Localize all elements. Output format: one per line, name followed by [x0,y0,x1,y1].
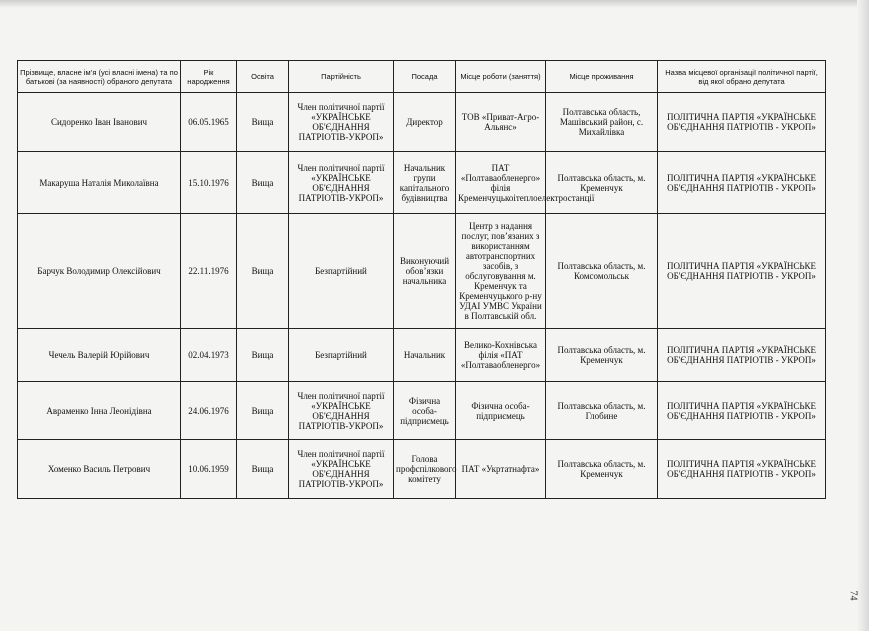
cell-work: Центр з надання послуг, пов’язаних з використанням автотранспортних засобів, з обслуговування м. Кременчук та Кременчуцького р-ну УДАІ УМВС України в Полтавській обл. [456,214,546,329]
cell-birth: 22.11.1976 [181,214,237,329]
cell-name: Барчук Володимир Олексійович [18,214,181,329]
cell-party-org: ПОЛІТИЧНА ПАРТІЯ «УКРАЇНСЬКЕ ОБ'ЄДНАННЯ ПАТРІОТІВ - УКРОП» [658,329,826,382]
deputies-table [17,60,826,499]
cell-position: Виконуючий обов’язки начальника [394,214,456,329]
header-work: Місце роботи (заняття) [456,61,546,93]
header-education: Освіта [237,61,289,93]
cell-party: Член політичної партії «УКРАЇНСЬКЕ ОБ'ЄДНАННЯ ПАТРІОТІВ-УКРОП» [289,382,394,440]
cell-name: Сидоренко Іван Іванович [18,93,181,152]
cell-work: Велико-Кохнівська філія «ПАТ «Полтаваобленерго» [456,329,546,382]
header-residence: Місце проживання [546,61,658,93]
cell-position: Начальник [394,329,456,382]
table-row [18,152,826,214]
header-party: Партійність [289,61,394,93]
cell-party-org: ПОЛІТИЧНА ПАРТІЯ «УКРАЇНСЬКЕ ОБ'ЄДНАННЯ ПАТРІОТІВ - УКРОП» [658,93,826,152]
table-row [18,93,826,152]
cell-party: Член політичної партії «УКРАЇНСЬКЕ ОБ'ЄДНАННЯ ПАТРІОТІВ-УКРОП» [289,152,394,214]
cell-birth: 02.04.1973 [181,329,237,382]
scan-top-shadow [0,0,869,8]
cell-birth: 10.06.1959 [181,440,237,499]
cell-education: Вища [237,440,289,499]
cell-education: Вища [237,214,289,329]
cell-party-org: ПОЛІТИЧНА ПАРТІЯ «УКРАЇНСЬКЕ ОБ'ЄДНАННЯ ПАТРІОТІВ - УКРОП» [658,152,826,214]
cell-position: Директор [394,93,456,152]
header-row [18,61,826,93]
cell-education: Вища [237,382,289,440]
cell-name: Авраменко Інна Леонідівна [18,382,181,440]
table-row [18,440,826,499]
cell-party: Член політичної партії «УКРАЇНСЬКЕ ОБ'ЄДНАННЯ ПАТРІОТІВ-УКРОП» [289,440,394,499]
cell-party: Безпартійний [289,329,394,382]
header-name: Прізвище, власне ім’я (усі власні імена) та по батькові (за наявності) обраного депутата [18,61,181,93]
table-row [18,214,826,329]
cell-residence: Полтавська область, Машівський район, с. Михайлівка [546,93,658,152]
header-position: Посада [394,61,456,93]
cell-name: Хоменко Василь Петрович [18,440,181,499]
scan-right-shadow [857,0,869,631]
cell-residence: Полтавська область, м. Кременчук [546,152,658,214]
cell-birth: 24.06.1976 [181,382,237,440]
cell-residence: Полтавська область, м. Глобине [546,382,658,440]
cell-birth: 15.10.1976 [181,152,237,214]
header-birth: Рік народження [181,61,237,93]
cell-residence: Полтавська область, м. Комсомольськ [546,214,658,329]
cell-name: Чечель Валерій Юрійович [18,329,181,382]
cell-party-org: ПОЛІТИЧНА ПАРТІЯ «УКРАЇНСЬКЕ ОБ'ЄДНАННЯ ПАТРІОТІВ - УКРОП» [658,214,826,329]
cell-education: Вища [237,93,289,152]
cell-party-org: ПОЛІТИЧНА ПАРТІЯ «УКРАЇНСЬКЕ ОБ'ЄДНАННЯ ПАТРІОТІВ - УКРОП» [658,382,826,440]
table-row [18,329,826,382]
cell-work: ПАТ «Укртатнафта» [456,440,546,499]
cell-party: Член політичної партії «УКРАЇНСЬКЕ ОБ'ЄДНАННЯ ПАТРІОТІВ-УКРОП» [289,93,394,152]
cell-residence: Полтавська область, м. Кременчук [546,329,658,382]
cell-birth: 06.05.1965 [181,93,237,152]
cell-work: ПАТ «Полтаваобленерго» філія Кременчуцькоітеплоелектростанції [456,152,546,214]
cell-party: Безпартійний [289,214,394,329]
cell-work: Фізична особа-підприємець [456,382,546,440]
table-row [18,382,826,440]
cell-education: Вища [237,329,289,382]
cell-work: ТОВ «Приват-Агро-Альянс» [456,93,546,152]
cell-party-org: ПОЛІТИЧНА ПАРТІЯ «УКРАЇНСЬКЕ ОБ'ЄДНАННЯ ПАТРІОТІВ - УКРОП» [658,440,826,499]
cell-residence: Полтавська область, м. Кременчук [546,440,658,499]
cell-name: Макаруша Наталія Миколаївна [18,152,181,214]
cell-position: Начальник групи капітального будівництва [394,152,456,214]
header-party-org: Назва місцевої організації політичної партії, від якої обрано депутата [658,61,826,93]
cell-position: Голова профспілкового комітету [394,440,456,499]
page-number: 74 [847,590,859,601]
cell-education: Вища [237,152,289,214]
cell-position: Фізична особа-підприємець [394,382,456,440]
